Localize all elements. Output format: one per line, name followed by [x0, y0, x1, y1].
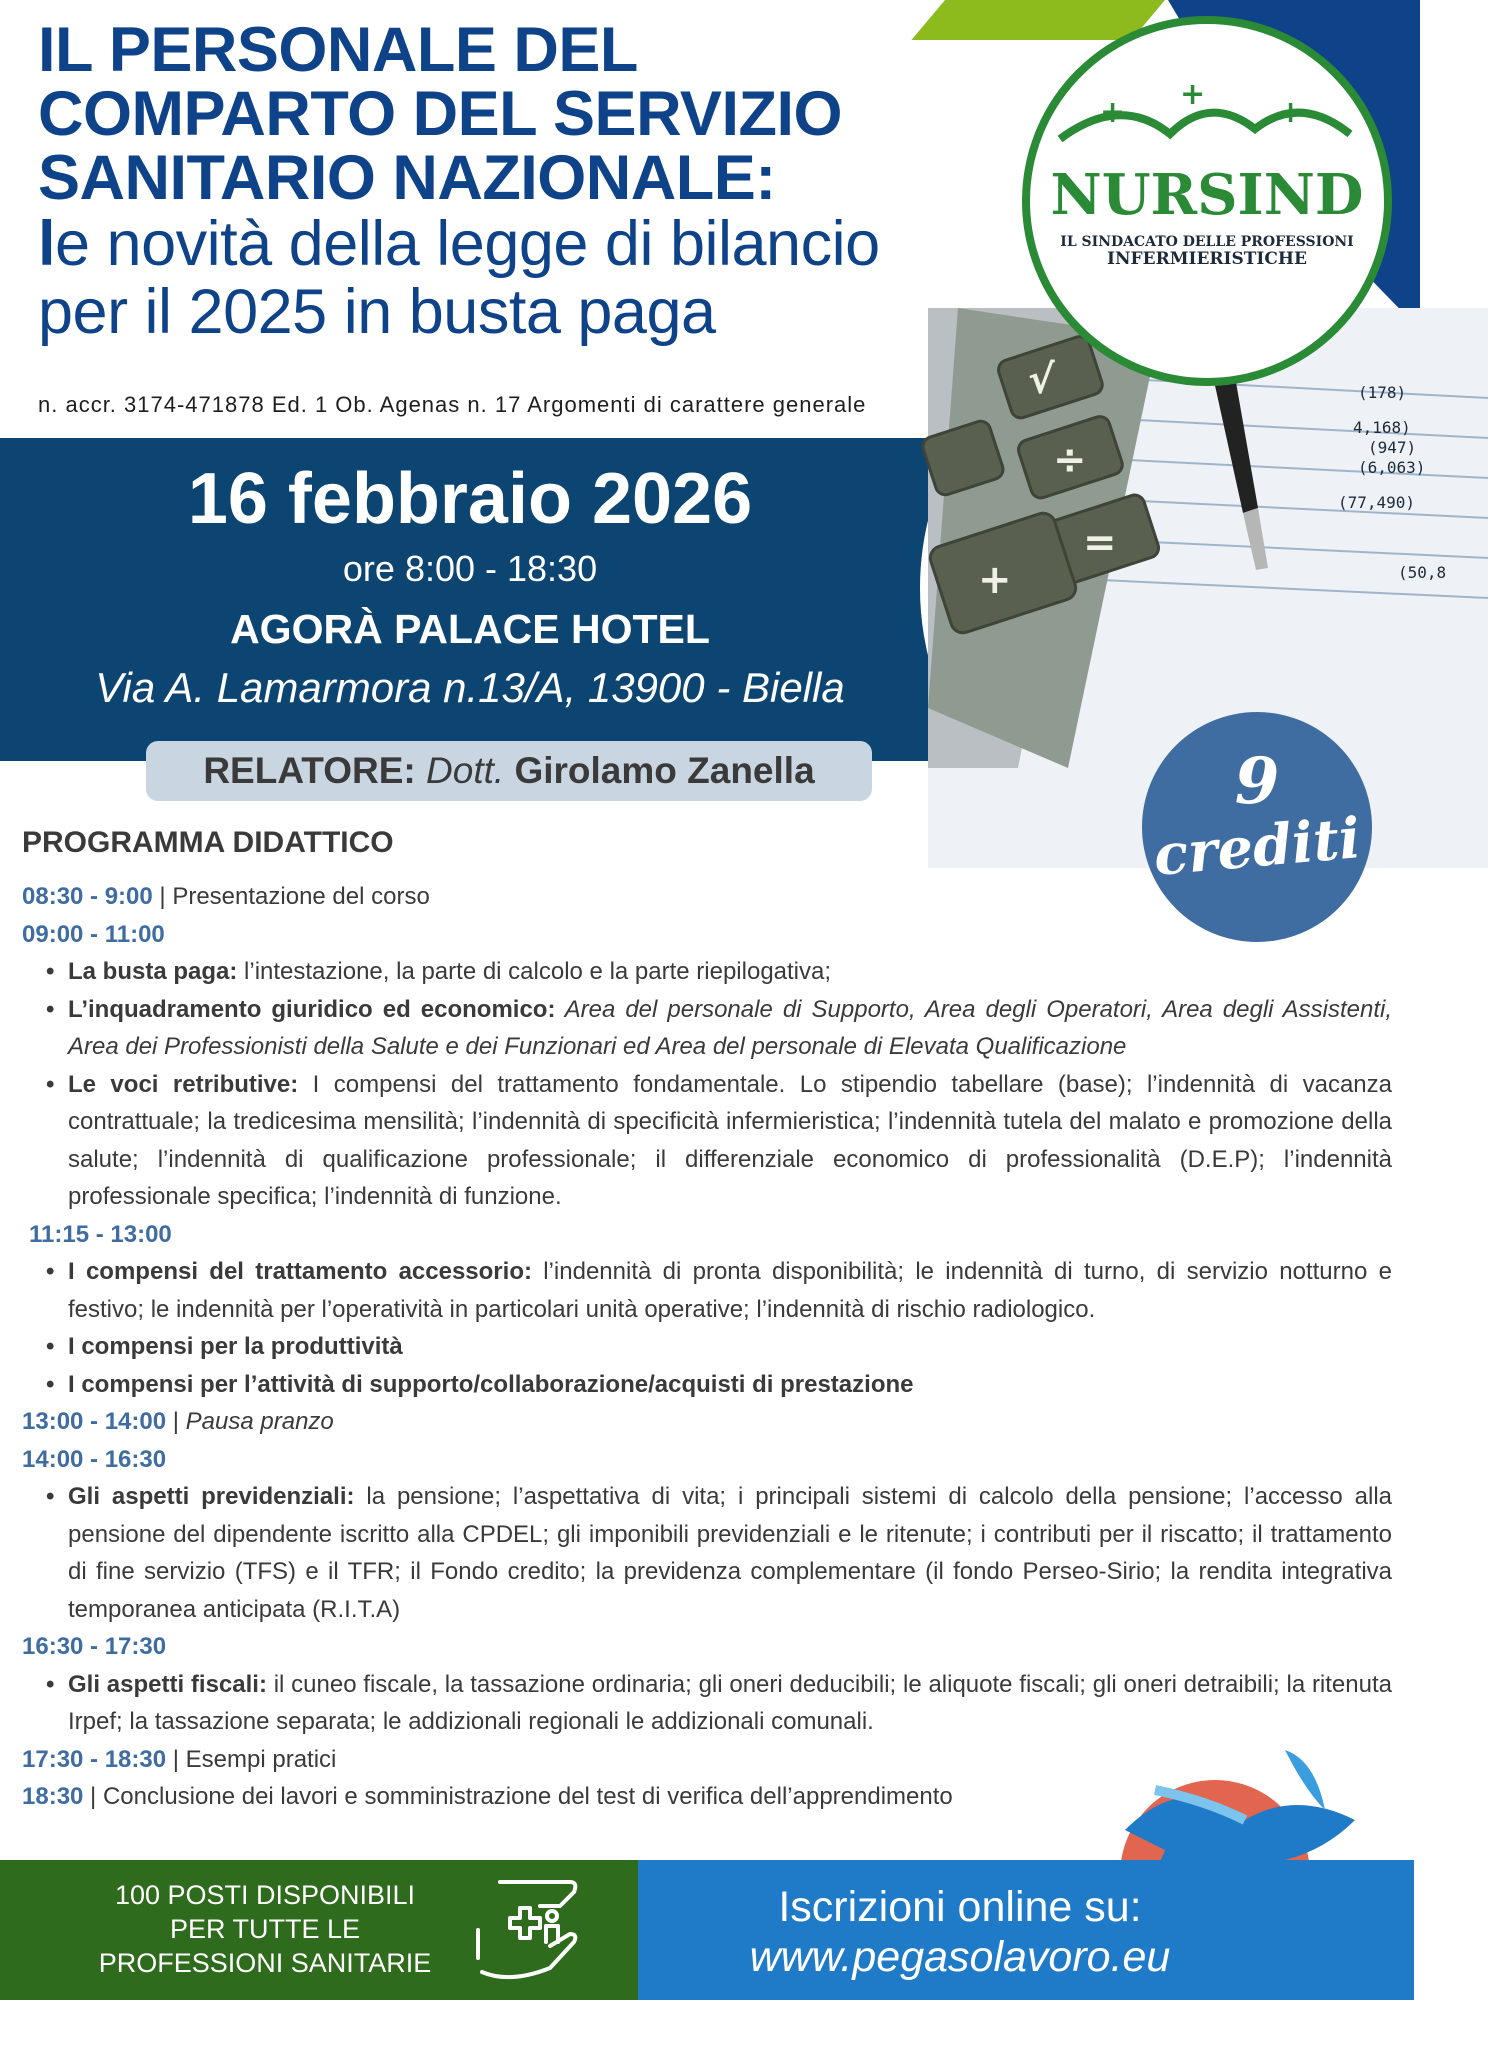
item-text: l’intestazione, la parte di calcolo e la parte riepilogativa; [237, 958, 832, 985]
nursind-brand: NURSIND [1050, 162, 1364, 228]
list-item [68, 1366, 1392, 1404]
svg-text:(178): (178) [1358, 383, 1407, 402]
svg-text:(6,063): (6,063) [1358, 458, 1426, 477]
svg-text:=: = [1083, 520, 1117, 566]
svg-text:4,168): 4,168) [1353, 418, 1411, 437]
program-slot-6 [22, 1628, 1392, 1666]
slot-text: Pausa pranzo [185, 1408, 334, 1435]
seats-line-3: PROFESSIONI SANITARIE [98, 1948, 432, 1978]
speaker-box [146, 741, 872, 801]
svg-text:(947): (947) [1368, 438, 1417, 457]
title-line-4-initial: l [38, 209, 56, 279]
slot-time: 11:15 - 13:00 [29, 1220, 172, 1248]
nursind-logo [1022, 16, 1392, 386]
event-venue: AGORÀ PALACE HOTEL [230, 606, 710, 652]
speaker-label: RELATORE: [203, 750, 416, 791]
nursind-tagline-1: IL SINDACATO DELLE PROFESSIONI [1060, 234, 1354, 250]
slot-3-items [22, 1253, 1392, 1403]
seats-line-1: 100 POSTI DISPONIBILI [114, 1880, 416, 1910]
program-slot-5 [22, 1441, 1392, 1479]
item-bold: La busta paga: [68, 958, 238, 985]
item-text: il cuneo fiscale, la tassazione ordinaria; gli oneri deducibili; le aliquote fiscali; gli oneri detraibili; la ritenuta Irpef; la tassazione separata; le addizionali regionali le addizionali comunali. [68, 1670, 1392, 1735]
accreditation-text: n. accr. 3174-471878 Ed. 1 Ob. Agenas n. 17 Argomenti di carattere generale [38, 392, 867, 417]
slot-time: 09:00 - 11:00 [22, 920, 165, 948]
program-slot-1 [22, 878, 1392, 916]
slot-separator: | [166, 1408, 186, 1435]
item-text: I compensi del trattamento fondamentale. Lo stipendio tabellare (base); l’indennità di vacanza contrattuale; la tredicesima mensilità; l’indennità di specificità infermieristica; l’indennità tutela del malato e promozione della salute; l’indennità di qualificazione professionale; il differenziale economico di professionalità (D.E.P); l’indennità professionale specifica; l’indennità di funzione. [68, 1070, 1392, 1210]
event-time: ore 8:00 - 18:30 [342, 548, 598, 589]
svg-text:+: + [1278, 95, 1304, 130]
slot-text: Presentazione del corso [172, 883, 430, 910]
item-bold: L’inquadramento giuridico ed economico: [68, 995, 556, 1023]
slot-time: 14:00 - 16:30 [22, 1445, 167, 1473]
slot-time: 18:30 [22, 1783, 84, 1810]
item-bold: Le voci retributive: [68, 1070, 299, 1098]
program-list [22, 878, 1392, 1816]
slot-5-items [22, 1478, 1392, 1628]
nursind-logo-graphic [1030, 24, 1384, 378]
program-slot-3 [22, 1216, 1392, 1254]
speaker-name: Girolamo Zanella [514, 750, 815, 791]
svg-text:√: √ [1028, 357, 1055, 403]
title-line-4-rest: e novità della legge di bilancio [55, 209, 880, 279]
slot-time: 13:00 - 14:00 [22, 1408, 167, 1435]
svg-text:+: + [978, 557, 1012, 603]
list-item [68, 1478, 1392, 1628]
title-line-2: COMPARTO DEL SERVIZIO [38, 79, 842, 149]
slot-separator: | [166, 1745, 186, 1773]
slot-2-items [22, 953, 1392, 1216]
nursind-tagline-2: INFERMIERISTICHE [1107, 249, 1307, 269]
hands-health-icon [470, 1872, 590, 1988]
page-title [38, 15, 998, 347]
event-address: Via A. Lamarmora n.13/A, 13900 - Biella [95, 664, 845, 711]
list-item [68, 991, 1392, 1066]
seats-line-2: PER TUTTE LE [169, 1914, 361, 1944]
signup-label: Iscrizioni online su: [778, 1883, 1142, 1931]
svg-text:÷: ÷ [1053, 437, 1087, 483]
signup-url-link[interactable]: www.pegasolavoro.eu [749, 1933, 1171, 1981]
credits-number: 9 [1234, 744, 1280, 819]
program-slot-2 [22, 916, 1392, 954]
item-bold: Gli aspetti fiscali: [68, 1670, 267, 1698]
slot-time: 16:30 - 17:30 [22, 1633, 167, 1660]
svg-text:(50,8: (50,8 [1398, 563, 1447, 582]
speaker-title: Dott. [426, 750, 505, 791]
seats-info [80, 1878, 450, 1980]
list-item [68, 953, 1392, 991]
program-heading: PROGRAMMA DIDATTICO [22, 826, 394, 859]
title-line-1: IL PERSONALE DEL [38, 15, 638, 85]
list-item [68, 1253, 1392, 1328]
item-text: la pensione; l’aspettativa di vita; i principali sistemi di calcolo della pensione; l’accesso alla pensione del dipendente iscritto alla CPDEL; gli imponibili previdenziali e le ritenute; i contributi per il riscatto; il trattamento di fine servizio (TFS) e il TFR; il Fondo credito; la previdenza complementare (il fondo Perseo-Sirio; la rendita integrativa temporanea anticipata (R.I.T.A) [68, 1483, 1392, 1623]
title-line-3: SANITARIO NAZIONALE: [38, 143, 776, 213]
list-item [68, 1328, 1392, 1366]
slot-text: Conclusione dei lavori e somministrazione del test di verifica dell’apprendimento [102, 1783, 953, 1810]
slot-time: 17:30 - 18:30 [22, 1745, 167, 1773]
svg-text:+: + [1100, 95, 1126, 130]
event-date: 16 febbraio 2026 [187, 459, 753, 539]
item-text: Area del personale di Supporto, Area degli Operatori, Area degli Assistenti, Area dei Professionisti della Salute e dei Funzionari ed Area del personale di Elevata Qualificazione [68, 995, 1393, 1060]
item-text: l’indennità di pronta disponibilità; le indennità di turno, di servizio notturno e festivo; le indennità per l’operatività in particolari unità operative; l’indennità di rischio radiologico. [68, 1258, 1392, 1323]
svg-text:(77,490): (77,490) [1338, 493, 1416, 512]
slot-separator: | [152, 883, 173, 910]
program-slot-4 [22, 1403, 1392, 1441]
list-item [68, 1066, 1392, 1216]
slot-text: Esempi pratici [185, 1745, 337, 1773]
title-line-5: per il 2025 in busta paga [38, 277, 716, 347]
slot-time: 08:30 - 9:00 [22, 883, 153, 910]
item-bold: I compensi per l’attività di supporto/collaborazione/acquisti di prestazione [68, 1370, 914, 1398]
svg-text:+: + [1180, 77, 1206, 112]
slot-separator: | [83, 1783, 103, 1810]
item-bold: I compensi per la produttività [68, 1333, 403, 1360]
item-bold: Gli aspetti previdenziali: [68, 1483, 355, 1510]
credits-label: crediti [1151, 805, 1363, 889]
item-bold: I compensi del trattamento accessorio: [68, 1258, 532, 1285]
title-line-4 [38, 210, 998, 278]
